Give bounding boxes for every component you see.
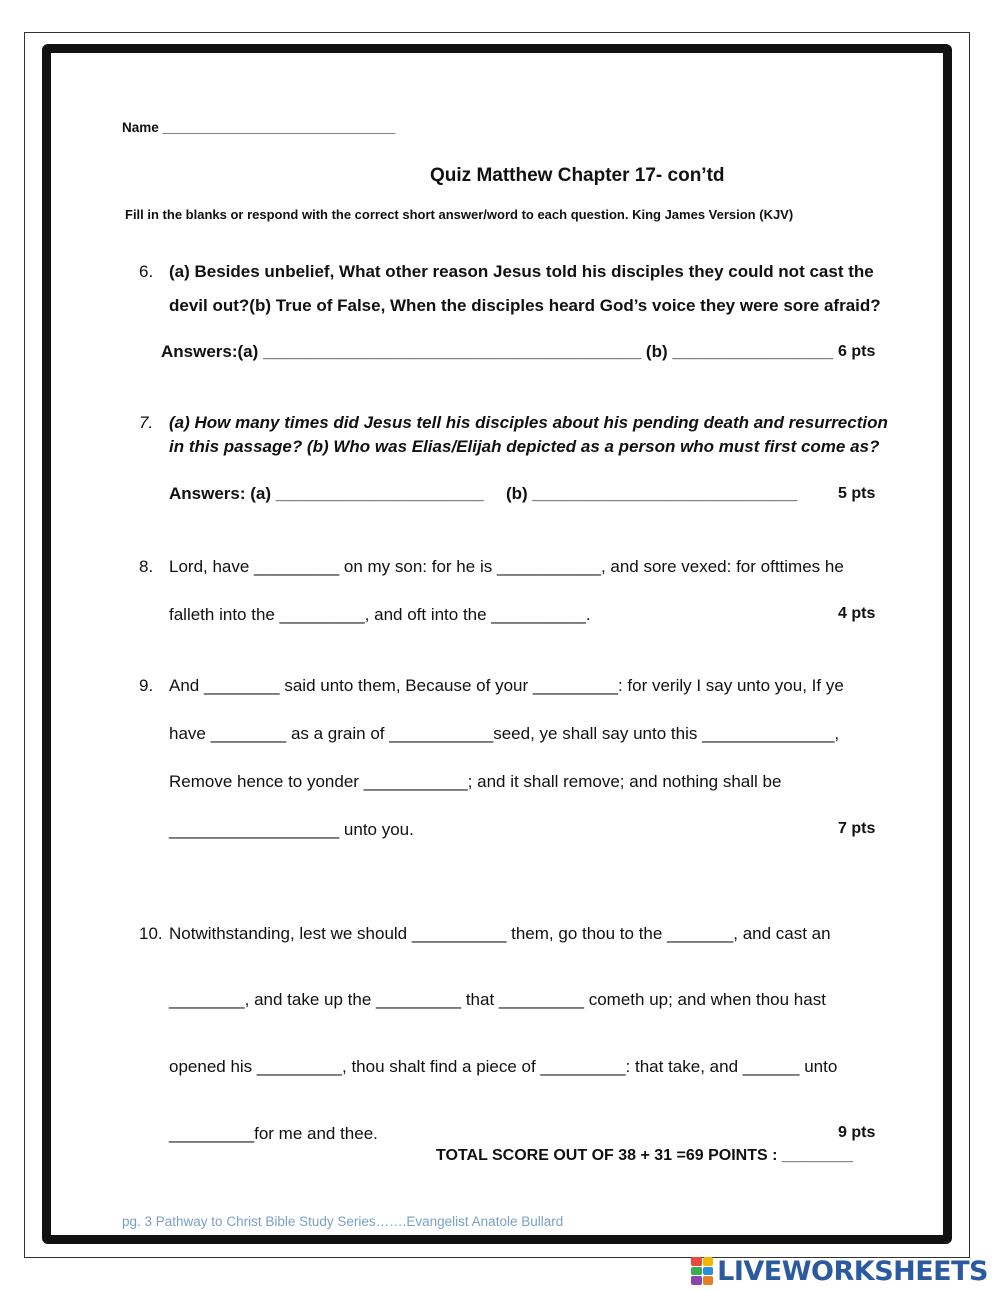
question-text: (a) How many times did Jesus tell his disciples about his pending death and resurrection [169,413,888,432]
page-title: Quiz Matthew Chapter 17- con’td [430,165,725,186]
total-score[interactable]: TOTAL SCORE OUT OF 38 + 31 =69 POINTS : ________ [436,1147,854,1164]
fill-in-text[interactable]: have ________ as a grain of ___________seed, ye shall say unto this ______________, [169,724,840,743]
question-text: (a) Besides unbelief, What other reason Jesus told his disciples they could not cast the [169,262,874,281]
points-label: 5 pts [838,485,876,502]
question-text: devil out?(b) True of False, When the disciples heard God’s voice they were sore afraid? [169,296,881,315]
answer-blanks[interactable]: Answers:(a) ________________________________________ (b) _________________ [161,342,834,361]
page-footer: pg. 3 Pathway to Christ Bible Study Series…….Evangelist Anatole Bullard [122,1214,564,1229]
answer-blank-b[interactable]: (b) ____________________________ [506,484,798,503]
fill-in-text[interactable]: Notwithstanding, lest we should __________ them, go thou to the _______, and cast an [169,924,831,943]
liveworksheets-logo-icon [691,1257,713,1285]
question-text: in this passage? (b) Who was Elias/Elijah depicted as a person who must first come as? [169,437,880,456]
fill-in-text[interactable]: Lord, have _________ on my son: for he is ___________, and sore vexed: for ofttimes he [169,557,844,576]
points-label: 4 pts [838,605,876,622]
points-label: 7 pts [838,820,876,837]
points-label: 6 pts [838,343,876,360]
question-number: 8. [139,557,154,576]
fill-in-text[interactable]: Remove hence to yonder ___________; and it shall remove; and nothing shall be [169,772,782,791]
question-number: 10. [139,924,163,943]
question-number: 6. [139,262,154,281]
answer-blank-a[interactable]: Answers: (a) ______________________ [169,484,484,503]
fill-in-text[interactable]: And ________ said unto them, Because of your _________: for verily I say unto you, If ye [169,676,844,695]
question-number: 7. [139,413,154,432]
name-field[interactable]: Name _______________________________ [122,120,396,135]
instructions: Fill in the blanks or respond with the correct short answer/word to each question. King James Version (KJV) [125,207,794,222]
fill-in-text[interactable]: _________for me and thee. [169,1124,378,1143]
fill-in-text[interactable]: __________________ unto you. [169,820,414,839]
question-number: 9. [139,676,154,695]
liveworksheets-logo [691,1254,988,1288]
fill-in-text[interactable]: ________, and take up the _________ that _________ cometh up; and when thou hast [169,990,826,1009]
liveworksheets-logo-text: LIVEWORKSHEETS [717,1255,988,1287]
points-label: 9 pts [838,1124,876,1141]
fill-in-text[interactable]: opened his _________, thou shalt find a piece of _________: that take, and ______ unto [169,1057,838,1076]
fill-in-text[interactable]: falleth into the _________, and oft into the __________. [169,605,591,624]
